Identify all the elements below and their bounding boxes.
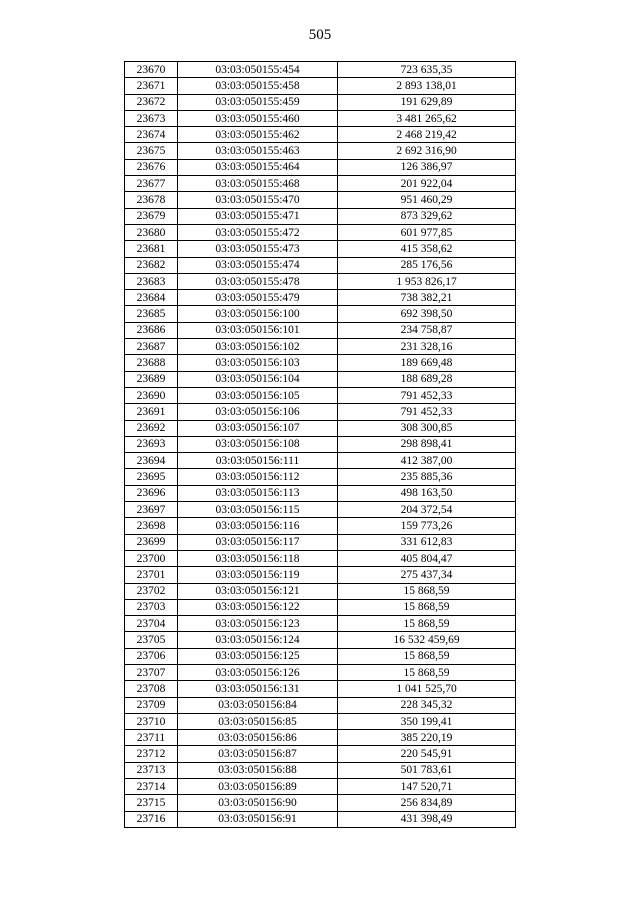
table-row <box>125 583 516 599</box>
row-number-cell: 23703 <box>125 599 178 615</box>
cadastral-value-cell: 159 773,26 <box>338 518 516 534</box>
row-number-cell: 23704 <box>125 616 178 632</box>
cadastral-value-cell: 235 885,36 <box>338 469 516 485</box>
row-number-cell: 23672 <box>125 94 178 110</box>
table-row <box>125 241 516 257</box>
row-number-cell: 23705 <box>125 632 178 648</box>
cadastral-number-cell: 03:03:050156:112 <box>178 469 338 485</box>
table-row <box>125 453 516 469</box>
cadastral-number-cell: 03:03:050156:87 <box>178 746 338 762</box>
table-row <box>125 273 516 289</box>
table-row <box>125 518 516 534</box>
cadastral-number-cell: 03:03:050155:454 <box>178 62 338 78</box>
row-number-cell: 23708 <box>125 681 178 697</box>
row-number-cell: 23702 <box>125 583 178 599</box>
row-number-cell: 23687 <box>125 339 178 355</box>
row-number-cell: 23694 <box>125 453 178 469</box>
cadastral-value-cell: 15 868,59 <box>338 664 516 680</box>
cadastral-value-cell: 791 452,33 <box>338 387 516 403</box>
table-row <box>125 290 516 306</box>
page-number: 505 <box>308 27 332 43</box>
cadastral-value-cell: 385 220,19 <box>338 730 516 746</box>
cadastral-value-cell: 15 868,59 <box>338 583 516 599</box>
row-number-cell: 23698 <box>125 518 178 534</box>
row-number-cell: 23670 <box>125 62 178 78</box>
cadastral-value-cell: 331 612,83 <box>338 534 516 550</box>
cadastral-number-cell: 03:03:050156:88 <box>178 762 338 778</box>
cadastral-number-cell: 03:03:050156:84 <box>178 697 338 713</box>
row-number-cell: 23716 <box>125 811 178 827</box>
cadastral-number-cell: 03:03:050155:458 <box>178 78 338 94</box>
row-number-cell: 23693 <box>125 436 178 452</box>
row-number-cell: 23675 <box>125 143 178 159</box>
table-row <box>125 257 516 273</box>
cadastral-value-cell: 231 328,16 <box>338 339 516 355</box>
row-number-cell: 23681 <box>125 241 178 257</box>
cadastral-value-cell: 498 163,50 <box>338 485 516 501</box>
table-row <box>125 599 516 615</box>
row-number-cell: 23697 <box>125 502 178 518</box>
row-number-cell: 23684 <box>125 290 178 306</box>
cadastral-number-cell: 03:03:050155:460 <box>178 110 338 126</box>
table-row <box>125 485 516 501</box>
cadastral-value-cell: 15 868,59 <box>338 616 516 632</box>
cadastral-number-cell: 03:03:050156:90 <box>178 795 338 811</box>
cadastral-value-cell: 501 783,61 <box>338 762 516 778</box>
table-row <box>125 176 516 192</box>
table-row <box>125 534 516 550</box>
cadastral-value-cell: 405 804,47 <box>338 550 516 566</box>
table-row <box>125 779 516 795</box>
cadastral-number-cell: 03:03:050155:474 <box>178 257 338 273</box>
table-row <box>125 322 516 338</box>
cadastral-value-cell: 147 520,71 <box>338 779 516 795</box>
cadastral-number-cell: 03:03:050156:107 <box>178 420 338 436</box>
table-row <box>125 746 516 762</box>
cadastral-value-cell: 308 300,85 <box>338 420 516 436</box>
cadastral-number-cell: 03:03:050156:118 <box>178 550 338 566</box>
cadastral-number-cell: 03:03:050156:131 <box>178 681 338 697</box>
table-row <box>125 567 516 583</box>
table-row <box>125 339 516 355</box>
cadastral-number-cell: 03:03:050155:472 <box>178 224 338 240</box>
cadastral-number-cell: 03:03:050155:478 <box>178 273 338 289</box>
cadastral-number-cell: 03:03:050155:462 <box>178 127 338 143</box>
table-row <box>125 159 516 175</box>
cadastral-value-cell: 738 382,21 <box>338 290 516 306</box>
table-row <box>125 632 516 648</box>
cadastral-number-cell: 03:03:050155:471 <box>178 208 338 224</box>
table-row <box>125 502 516 518</box>
cadastral-number-cell: 03:03:050155:468 <box>178 176 338 192</box>
cadastral-value-cell: 1 041 525,70 <box>338 681 516 697</box>
cadastral-number-cell: 03:03:050155:479 <box>178 290 338 306</box>
cadastral-value-cell: 431 398,49 <box>338 811 516 827</box>
cadastral-number-cell: 03:03:050156:126 <box>178 664 338 680</box>
cadastral-number-cell: 03:03:050156:122 <box>178 599 338 615</box>
table-row <box>125 681 516 697</box>
row-number-cell: 23715 <box>125 795 178 811</box>
cadastral-value-cell: 201 922,04 <box>338 176 516 192</box>
row-number-cell: 23706 <box>125 648 178 664</box>
cadastral-value-cell: 791 452,33 <box>338 404 516 420</box>
cadastral-number-cell: 03:03:050155:459 <box>178 94 338 110</box>
cadastral-value-cell: 191 629,89 <box>338 94 516 110</box>
cadastral-number-cell: 03:03:050156:125 <box>178 648 338 664</box>
cadastral-number-cell: 03:03:050156:108 <box>178 436 338 452</box>
table-row <box>125 208 516 224</box>
table-row <box>125 371 516 387</box>
row-number-cell: 23674 <box>125 127 178 143</box>
cadastral-number-cell: 03:03:050155:473 <box>178 241 338 257</box>
row-number-cell: 23709 <box>125 697 178 713</box>
row-number-cell: 23710 <box>125 713 178 729</box>
cadastral-number-cell: 03:03:050156:111 <box>178 453 338 469</box>
row-number-cell: 23680 <box>125 224 178 240</box>
cadastral-value-cell: 204 372,54 <box>338 502 516 518</box>
table-row <box>125 648 516 664</box>
cadastral-value-cell: 951 460,29 <box>338 192 516 208</box>
table-row <box>125 730 516 746</box>
table-row <box>125 436 516 452</box>
row-number-cell: 23685 <box>125 306 178 322</box>
table-row <box>125 404 516 420</box>
table-row <box>125 224 516 240</box>
cadastral-value-cell: 692 398,50 <box>338 306 516 322</box>
row-number-cell: 23683 <box>125 273 178 289</box>
table-body <box>125 62 516 828</box>
table-row <box>125 762 516 778</box>
cadastral-number-cell: 03:03:050156:102 <box>178 339 338 355</box>
cadastral-number-cell: 03:03:050156:116 <box>178 518 338 534</box>
cadastral-value-cell: 415 358,62 <box>338 241 516 257</box>
row-number-cell: 23701 <box>125 567 178 583</box>
row-number-cell: 23688 <box>125 355 178 371</box>
table-row <box>125 616 516 632</box>
cadastral-number-cell: 03:03:050156:105 <box>178 387 338 403</box>
cadastral-value-cell: 723 635,35 <box>338 62 516 78</box>
cadastral-value-cell: 275 437,34 <box>338 567 516 583</box>
table-row <box>125 697 516 713</box>
cadastral-value-cell: 234 758,87 <box>338 322 516 338</box>
row-number-cell: 23700 <box>125 550 178 566</box>
cadastral-number-cell: 03:03:050156:124 <box>178 632 338 648</box>
cadastral-number-cell: 03:03:050156:121 <box>178 583 338 599</box>
cadastral-value-cell: 2 893 138,01 <box>338 78 516 94</box>
cadastral-number-cell: 03:03:050156:86 <box>178 730 338 746</box>
cadastral-value-cell: 16 532 459,69 <box>338 632 516 648</box>
cadastral-value-table <box>124 61 516 828</box>
row-number-cell: 23691 <box>125 404 178 420</box>
table-row <box>125 110 516 126</box>
table-row <box>125 795 516 811</box>
row-number-cell: 23676 <box>125 159 178 175</box>
table-row <box>125 420 516 436</box>
cadastral-value-cell: 189 669,48 <box>338 355 516 371</box>
cadastral-value-cell: 1 953 826,17 <box>338 273 516 289</box>
row-number-cell: 23714 <box>125 779 178 795</box>
row-number-cell: 23692 <box>125 420 178 436</box>
cadastral-number-cell: 03:03:050156:123 <box>178 616 338 632</box>
table-row <box>125 550 516 566</box>
table-row <box>125 664 516 680</box>
table-row <box>125 127 516 143</box>
cadastral-number-cell: 03:03:050155:470 <box>178 192 338 208</box>
row-number-cell: 23690 <box>125 387 178 403</box>
cadastral-value-cell: 873 329,62 <box>338 208 516 224</box>
table-row <box>125 811 516 827</box>
row-number-cell: 23689 <box>125 371 178 387</box>
row-number-cell: 23707 <box>125 664 178 680</box>
cadastral-value-cell: 3 481 265,62 <box>338 110 516 126</box>
row-number-cell: 23679 <box>125 208 178 224</box>
cadastral-value-cell: 350 199,41 <box>338 713 516 729</box>
cadastral-value-cell: 188 689,28 <box>338 371 516 387</box>
cadastral-value-cell: 15 868,59 <box>338 599 516 615</box>
row-number-cell: 23671 <box>125 78 178 94</box>
cadastral-number-cell: 03:03:050155:463 <box>178 143 338 159</box>
cadastral-value-cell: 298 898,41 <box>338 436 516 452</box>
cadastral-value-cell: 2 468 219,42 <box>338 127 516 143</box>
cadastral-value-cell: 228 345,32 <box>338 697 516 713</box>
cadastral-value-cell: 2 692 316,90 <box>338 143 516 159</box>
cadastral-number-cell: 03:03:050156:115 <box>178 502 338 518</box>
row-number-cell: 23711 <box>125 730 178 746</box>
table-row <box>125 355 516 371</box>
cadastral-value-cell: 412 387,00 <box>338 453 516 469</box>
cadastral-value-cell: 220 545,91 <box>338 746 516 762</box>
table-row <box>125 469 516 485</box>
table-row <box>125 192 516 208</box>
cadastral-value-cell: 285 176,56 <box>338 257 516 273</box>
cadastral-value-cell: 126 386,97 <box>338 159 516 175</box>
cadastral-number-cell: 03:03:050156:117 <box>178 534 338 550</box>
cadastral-number-cell: 03:03:050156:113 <box>178 485 338 501</box>
cadastral-number-cell: 03:03:050156:103 <box>178 355 338 371</box>
table-row <box>125 62 516 78</box>
table-row <box>125 306 516 322</box>
row-number-cell: 23682 <box>125 257 178 273</box>
cadastral-number-cell: 03:03:050156:119 <box>178 567 338 583</box>
table-row <box>125 713 516 729</box>
cadastral-number-cell: 03:03:050156:91 <box>178 811 338 827</box>
cadastral-number-cell: 03:03:050155:464 <box>178 159 338 175</box>
table-row <box>125 94 516 110</box>
cadastral-value-cell: 601 977,85 <box>338 224 516 240</box>
cadastral-value-cell: 15 868,59 <box>338 648 516 664</box>
row-number-cell: 23678 <box>125 192 178 208</box>
cadastral-value-cell: 256 834,89 <box>338 795 516 811</box>
row-number-cell: 23696 <box>125 485 178 501</box>
cadastral-number-cell: 03:03:050156:89 <box>178 779 338 795</box>
row-number-cell: 23713 <box>125 762 178 778</box>
cadastral-number-cell: 03:03:050156:100 <box>178 306 338 322</box>
cadastral-number-cell: 03:03:050156:101 <box>178 322 338 338</box>
cadastral-number-cell: 03:03:050156:104 <box>178 371 338 387</box>
row-number-cell: 23712 <box>125 746 178 762</box>
cadastral-number-cell: 03:03:050156:106 <box>178 404 338 420</box>
table-row <box>125 78 516 94</box>
cadastral-number-cell: 03:03:050156:85 <box>178 713 338 729</box>
row-number-cell: 23677 <box>125 176 178 192</box>
table-row <box>125 143 516 159</box>
row-number-cell: 23673 <box>125 110 178 126</box>
table-row <box>125 387 516 403</box>
row-number-cell: 23695 <box>125 469 178 485</box>
row-number-cell: 23699 <box>125 534 178 550</box>
row-number-cell: 23686 <box>125 322 178 338</box>
